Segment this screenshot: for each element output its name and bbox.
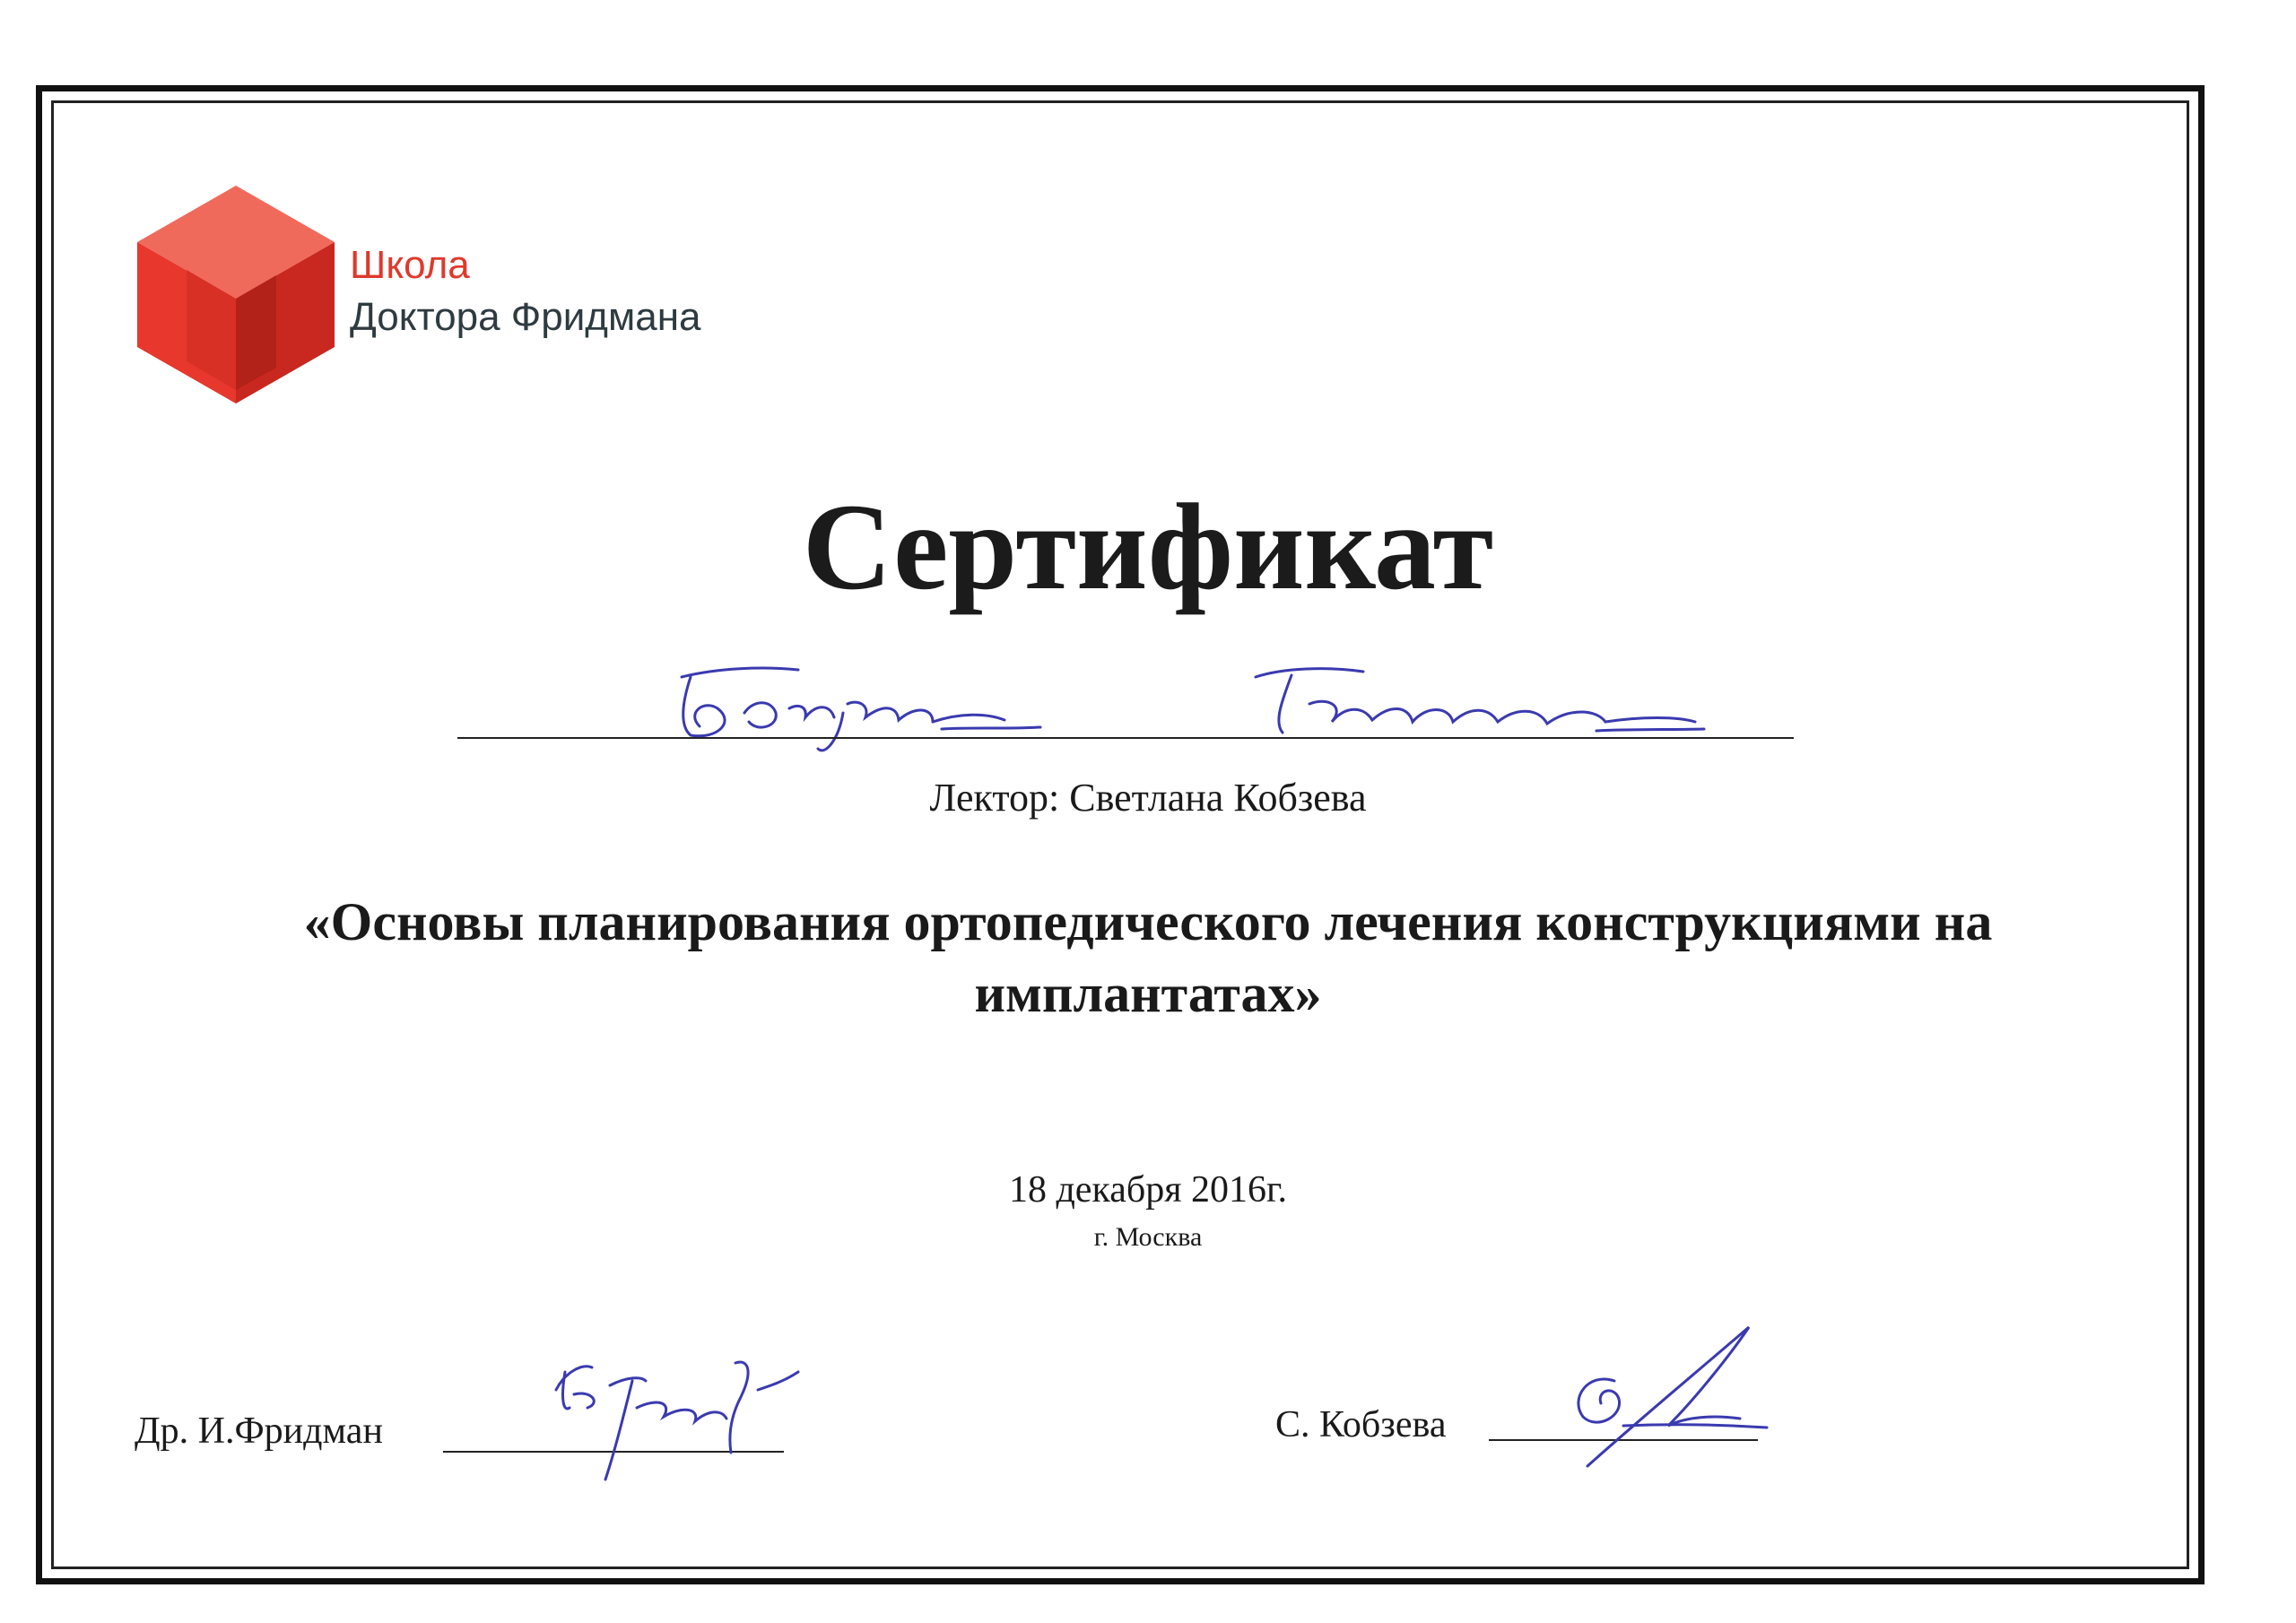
logo-text-school: Школа <box>350 243 470 287</box>
course-title: «Основы планирования ортопедического лечения конструкциями на имплантатах» <box>303 892 1993 1023</box>
certificate-title: Сертификат <box>802 478 1494 615</box>
signatory-right-label: С. Кобзева <box>1275 1404 1447 1445</box>
signature-fridman <box>538 1336 807 1493</box>
issue-city: г. Москва <box>1093 1222 1203 1252</box>
signatory-left-label: Др. И.Фридман <box>135 1410 383 1452</box>
signature-kobzeva <box>1534 1318 1803 1484</box>
red-cube-icon <box>133 184 339 408</box>
lecturer-line: Лектор: Светлана Кобзева <box>929 776 1367 820</box>
school-logo <box>133 184 814 408</box>
issue-date: 18 декабря 2016г. <box>1008 1169 1288 1211</box>
recipient-handwritten-name <box>664 650 1776 762</box>
logo-text-doctor-name: Доктора Фридмана <box>350 295 701 339</box>
recipient-name-line <box>457 737 1794 739</box>
